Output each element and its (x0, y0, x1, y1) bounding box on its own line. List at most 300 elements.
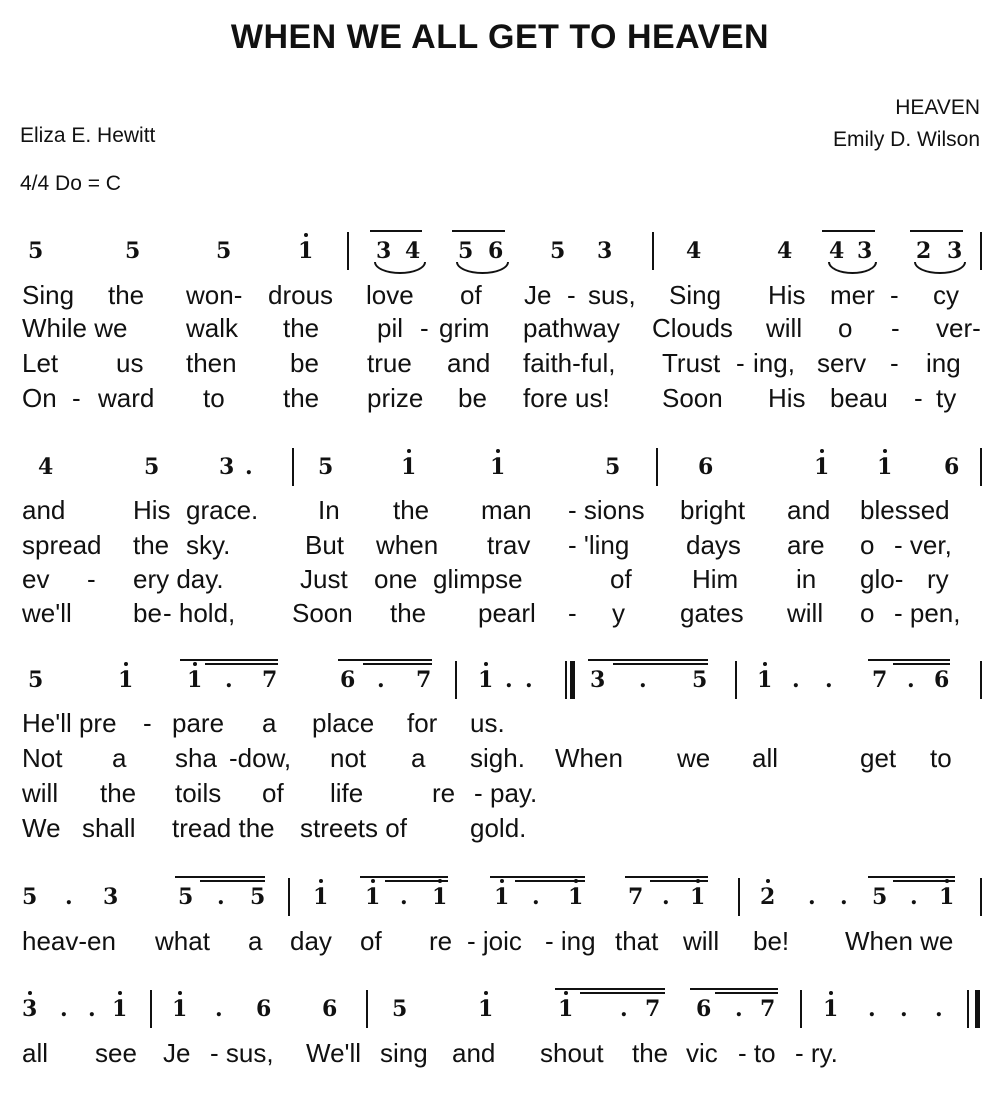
barline (967, 990, 969, 1028)
duration-dot: . (907, 667, 915, 693)
beam-line (715, 992, 778, 994)
lyric-syllable: Him (692, 564, 739, 594)
duration-dot: . (808, 884, 816, 910)
lyric-syllable: ev (22, 564, 50, 594)
lyric-syllable: beau (830, 383, 888, 413)
lyric-syllable: we'll (22, 598, 72, 628)
lyric-syllable: - (143, 708, 152, 738)
barline (656, 448, 658, 486)
lyric-syllable: and (447, 348, 491, 378)
lyric-syllable: be (290, 348, 319, 378)
lyric-syllable: - (72, 383, 81, 413)
lyric-syllable: and (452, 1038, 496, 1068)
lyric-syllable: sha (175, 743, 217, 773)
lyric-syllable: be (458, 383, 487, 413)
beam-line (555, 988, 665, 990)
note-numeral: 5 (318, 454, 334, 480)
note-numeral: 1 (757, 667, 773, 693)
note-numeral: 1 (313, 884, 329, 910)
beam-line (625, 876, 708, 878)
lyric-syllable: We (22, 813, 61, 843)
lyric-syllable: sky. (186, 530, 231, 560)
note-numeral: 1 (823, 996, 839, 1022)
lyric-syllable: - joic (467, 926, 522, 956)
duration-dot: . (792, 667, 800, 693)
lyric-syllable: - ver, (894, 530, 952, 560)
lyric-syllable: won- (186, 280, 243, 310)
lyric-syllable: Trust (662, 348, 721, 378)
lyric-syllable: pil (377, 313, 404, 343)
lyric-syllable: Je (524, 280, 552, 310)
note-numeral: 6 (696, 996, 712, 1022)
lyric-syllable: a (262, 708, 277, 738)
lyric-syllable: - (736, 348, 745, 378)
note-numeral: 5 (144, 454, 160, 480)
lyric-syllable: in (796, 564, 817, 594)
lyric-syllable: prize (367, 383, 424, 413)
lyric-syllable: His (133, 495, 171, 525)
octave-dot (820, 449, 824, 453)
lyric-syllable: then (186, 348, 237, 378)
lyricist-name: Eliza E. Hewitt (20, 124, 156, 147)
note-numeral: 5 (22, 884, 38, 910)
note-numeral: 1 (112, 996, 128, 1022)
duration-dot: . (215, 996, 223, 1022)
note-numeral: 1 (478, 667, 494, 693)
lyric-syllable: mer (830, 280, 875, 310)
note-numeral: 6 (698, 454, 714, 480)
lyric-syllable: Sing (669, 280, 722, 310)
note-numeral: 5 (872, 884, 888, 910)
lyric-syllable: of (262, 778, 284, 808)
lyric-syllable: Let (22, 348, 59, 378)
note-numeral: 7 (872, 667, 888, 693)
note-numeral: 7 (628, 884, 644, 910)
lyric-syllable: the (393, 495, 430, 525)
lyric-syllable: - pen, (894, 598, 961, 628)
note-numeral: 5 (605, 454, 621, 480)
lyric-syllable: o (838, 313, 853, 343)
lyric-syllable: heav-en (22, 926, 116, 956)
octave-dot (178, 991, 182, 995)
beam-line (385, 880, 448, 882)
final-barline (975, 990, 980, 1028)
lyric-syllable: to (203, 383, 225, 413)
note-numeral: 7 (645, 996, 661, 1022)
lyric-syllable: Je (163, 1038, 191, 1068)
beam-line (363, 663, 432, 665)
lyric-syllable: ing (926, 348, 961, 378)
lyric-syllable: glimpse (433, 564, 523, 594)
lyric-syllable: us (116, 348, 144, 378)
octave-dot (319, 879, 323, 883)
lyric-syllable: faith-ful, (523, 348, 616, 378)
barline (980, 232, 982, 270)
lyric-syllable: - (87, 564, 96, 594)
note-numeral: 3 (590, 667, 606, 693)
octave-dot (124, 662, 128, 666)
lyric-syllable: day (290, 926, 332, 956)
lyric-syllable: - ing (545, 926, 596, 956)
lyric-syllable: tread the (172, 813, 275, 843)
lyric-syllable: true (367, 348, 412, 378)
duration-dot: . (825, 667, 833, 693)
lyric-syllable: not (330, 743, 367, 773)
lyric-syllable: blessed (860, 495, 950, 525)
note-numeral: 1 (365, 884, 381, 910)
note-numeral: 6 (944, 454, 960, 480)
note-numeral: 2 (760, 884, 776, 910)
duration-dot: . (377, 667, 385, 693)
lyric-syllable: gates (680, 598, 744, 628)
note-numeral: 3 (376, 238, 392, 264)
lyric-syllable: ver- (936, 313, 981, 343)
duration-dot: . (525, 667, 533, 693)
lyric-syllable: vic (686, 1038, 718, 1068)
beam-line (822, 230, 875, 232)
note-numeral: 4 (38, 454, 54, 480)
note-numeral: 1 (432, 884, 448, 910)
lyric-syllable: On (22, 383, 57, 413)
lyric-syllable: sus, (588, 280, 636, 310)
note-numeral: 4 (777, 238, 793, 264)
lyric-syllable: we (677, 743, 711, 773)
barline (738, 878, 740, 916)
lyric-syllable: - (474, 778, 483, 808)
duration-dot: . (910, 884, 918, 910)
beam-line (200, 880, 265, 882)
lyric-syllable: ty (936, 383, 957, 413)
lyric-syllable: - sions (568, 495, 645, 525)
lyric-syllable: see (95, 1038, 137, 1068)
lyric-syllable: - (568, 598, 577, 628)
octave-dot (766, 879, 770, 883)
lyric-syllable: - 'ling (568, 530, 630, 560)
octave-dot (484, 991, 488, 995)
lyric-syllable: us. (470, 708, 505, 738)
lyric-syllable: In (318, 495, 340, 525)
duration-dot: . (225, 667, 233, 693)
note-numeral: 3 (103, 884, 119, 910)
note-numeral: 3 (947, 238, 963, 264)
lyric-syllable: bright (680, 495, 746, 525)
lyric-syllable: all (22, 1038, 49, 1068)
note-numeral: 7 (262, 667, 278, 693)
lyric-syllable: walk (186, 313, 239, 343)
lyric-syllable: of (460, 280, 482, 310)
octave-dot (28, 991, 32, 995)
note-numeral: 1 (478, 996, 494, 1022)
lyric-syllable: cy (933, 280, 959, 310)
lyric-syllable: But (305, 530, 345, 560)
octave-dot (763, 662, 767, 666)
note-numeral: 1 (172, 996, 188, 1022)
lyric-syllable: when (376, 530, 439, 560)
note-numeral: 1 (814, 454, 830, 480)
note-numeral: 5 (28, 238, 44, 264)
beam-line (893, 880, 955, 882)
lyric-syllable: love (366, 280, 414, 310)
lyric-syllable: Not (22, 743, 63, 773)
lyric-syllable: be! (753, 926, 790, 956)
note-numeral: 3 (597, 238, 613, 264)
note-numeral: 1 (494, 884, 510, 910)
lyric-syllable: for (407, 708, 438, 738)
barline (292, 448, 294, 486)
beam-line (650, 880, 708, 882)
barline (800, 990, 802, 1028)
duration-dot: . (620, 996, 628, 1022)
lyric-syllable: shout (540, 1038, 604, 1068)
note-numeral: 6 (256, 996, 272, 1022)
note-numeral: 1 (939, 884, 955, 910)
lyric-syllable: trav (487, 530, 531, 560)
note-numeral: 4 (686, 238, 702, 264)
octave-dot (193, 662, 197, 666)
duration-dot: . (400, 884, 408, 910)
lyric-syllable: re (429, 926, 453, 956)
lyric-syllable: the (632, 1038, 669, 1068)
lyric-syllable: o (860, 530, 875, 560)
lyric-syllable: that (615, 926, 659, 956)
lyric-syllable: He'll pre (22, 708, 117, 738)
lyric-syllable: - (914, 383, 923, 413)
duration-dot: . (900, 996, 908, 1022)
lyric-syllable: are (787, 530, 825, 560)
beam-line (910, 230, 963, 232)
lyric-syllable: Soon (292, 598, 353, 628)
lyric-syllable: serv (817, 348, 867, 378)
lyric-syllable: the (283, 313, 320, 343)
lyric-syllable: man (481, 495, 532, 525)
duration-dot: . (245, 454, 253, 480)
barline (735, 661, 737, 699)
barline (980, 661, 982, 699)
note-numeral: 1 (187, 667, 203, 693)
beam-line (515, 880, 585, 882)
lyric-syllable: Clouds (652, 313, 733, 343)
lyric-syllable: will (22, 778, 59, 808)
lyric-syllable: be (133, 598, 162, 628)
beam-line (868, 876, 955, 878)
note-numeral: 1 (298, 238, 314, 264)
duration-dot: . (217, 884, 225, 910)
lyric-syllable: ry (927, 564, 949, 594)
lyric-syllable: to (930, 743, 952, 773)
lyric-syllable: We'll (306, 1038, 362, 1068)
tune-name: HEAVEN (895, 96, 980, 119)
lyric-syllable: pathway (523, 313, 620, 343)
lyric-syllable: - ry. (795, 1038, 838, 1068)
lyric-syllable: a (411, 743, 426, 773)
lyric-syllable: will (683, 926, 720, 956)
barline (652, 232, 654, 270)
lyric-syllable: - to (738, 1038, 776, 1068)
duration-dot: . (840, 884, 848, 910)
duration-dot: . (868, 996, 876, 1022)
lyric-syllable: Sing (22, 280, 75, 310)
note-numeral: 1 (568, 884, 584, 910)
lyric-syllable: spread (22, 530, 102, 560)
beam-line (175, 876, 265, 878)
barline (980, 448, 982, 486)
slur-arc (374, 262, 426, 274)
lyric-syllable: re (432, 778, 456, 808)
barline (288, 878, 290, 916)
note-numeral: 3 (857, 238, 873, 264)
lyric-syllable: shall (82, 813, 136, 843)
beam-line (893, 663, 950, 665)
note-numeral: 4 (829, 238, 845, 264)
octave-dot (304, 233, 308, 237)
octave-dot (883, 449, 887, 453)
duration-dot: . (505, 667, 513, 693)
final-barline (570, 661, 575, 699)
octave-dot (407, 449, 411, 453)
lyric-syllable: pay. (490, 778, 538, 808)
note-numeral: 7 (760, 996, 776, 1022)
lyric-syllable: will (787, 598, 824, 628)
note-numeral: 6 (488, 238, 504, 264)
note-numeral: 1 (118, 667, 134, 693)
octave-dot (118, 991, 122, 995)
note-numeral: 5 (458, 238, 474, 264)
lyric-syllable: one (374, 564, 418, 594)
hymn-title: WHEN WE ALL GET TO HEAVEN (230, 18, 770, 56)
slur-arc (914, 262, 966, 274)
beam-line (205, 663, 278, 665)
duration-dot: . (735, 996, 743, 1022)
lyric-syllable: gold. (470, 813, 527, 843)
lyric-syllable: life (330, 778, 364, 808)
barline (455, 661, 457, 699)
duration-dot: . (532, 884, 540, 910)
lyric-syllable: a (112, 743, 127, 773)
lyric-syllable: ward (98, 383, 155, 413)
lyric-syllable: ery day. (133, 564, 224, 594)
lyric-syllable: streets of (300, 813, 407, 843)
lyric-syllable: - (890, 280, 899, 310)
note-numeral: 3 (22, 996, 38, 1022)
time-key-signature: 4/4 Do = C (20, 172, 121, 195)
octave-dot (564, 991, 568, 995)
lyric-syllable: days (686, 530, 741, 560)
lyric-syllable: When we (845, 926, 954, 956)
lyric-syllable: will (766, 313, 803, 343)
barline (366, 990, 368, 1028)
note-numeral: 5 (550, 238, 566, 264)
lyric-syllable: pare (172, 708, 225, 738)
duration-dot: . (65, 884, 73, 910)
lyric-syllable: what (155, 926, 210, 956)
note-numeral: 6 (934, 667, 950, 693)
octave-dot (500, 879, 504, 883)
beam-line (613, 663, 708, 665)
barline (565, 661, 567, 699)
lyric-syllable: place (312, 708, 375, 738)
lyric-syllable: glo- (860, 564, 904, 594)
note-numeral: 5 (178, 884, 194, 910)
lyric-syllable: drous (268, 280, 334, 310)
beam-line (180, 659, 278, 661)
lyric-syllable: ing, (753, 348, 795, 378)
lyric-syllable: - sus, (210, 1038, 274, 1068)
note-numeral: 4 (405, 238, 421, 264)
octave-dot (496, 449, 500, 453)
duration-dot: . (639, 667, 647, 693)
note-numeral: 1 (690, 884, 706, 910)
lyric-syllable: all (752, 743, 779, 773)
beam-line (360, 876, 448, 878)
lyric-syllable: and (22, 495, 66, 525)
lyric-syllable: -dow, (229, 743, 292, 773)
lyric-syllable: of (360, 926, 382, 956)
note-numeral: 2 (916, 238, 932, 264)
note-numeral: 5 (28, 667, 44, 693)
lyric-syllable: sing (380, 1038, 428, 1068)
duration-dot: . (662, 884, 670, 910)
lyric-syllable: Soon (662, 383, 723, 413)
lyric-syllable: and (787, 495, 831, 525)
duration-dot: . (935, 996, 943, 1022)
barline (347, 232, 349, 270)
note-numeral: 1 (877, 454, 893, 480)
lyric-syllable: - (567, 280, 576, 310)
beam-line (588, 659, 708, 661)
lyric-syllable: - hold, (163, 598, 236, 628)
lyric-syllable: While we (22, 313, 128, 343)
lyric-syllable: - (890, 348, 899, 378)
octave-dot (829, 991, 833, 995)
lyric-syllable: the (133, 530, 170, 560)
lyric-syllable: His (768, 383, 806, 413)
lyric-syllable: the (283, 383, 320, 413)
lyric-syllable: the (100, 778, 137, 808)
note-numeral: 1 (558, 996, 574, 1022)
lyric-syllable: the (108, 280, 145, 310)
duration-dot: . (88, 996, 96, 1022)
lyric-syllable: fore us! (523, 383, 610, 413)
beam-line (580, 992, 665, 994)
note-numeral: 1 (401, 454, 417, 480)
beam-line (370, 230, 422, 232)
note-numeral: 5 (216, 238, 232, 264)
lyric-syllable: - (891, 313, 900, 343)
lyric-syllable: Just (300, 564, 348, 594)
lyric-syllable: His (768, 280, 806, 310)
barline (980, 878, 982, 916)
lyric-syllable: of (610, 564, 632, 594)
lyric-syllable: sigh. (470, 743, 525, 773)
barline (150, 990, 152, 1028)
lyric-syllable: toils (175, 778, 222, 808)
note-numeral: 5 (250, 884, 266, 910)
lyric-syllable: When (555, 743, 623, 773)
composer-name: Emily D. Wilson (832, 128, 980, 151)
note-numeral: 6 (322, 996, 338, 1022)
lyric-syllable: pearl (478, 598, 536, 628)
lyric-syllable: get (860, 743, 897, 773)
lyric-syllable: grace. (186, 495, 259, 525)
beam-line (868, 659, 950, 661)
beam-line (452, 230, 505, 232)
note-numeral: 3 (219, 454, 235, 480)
note-numeral: 6 (340, 667, 356, 693)
note-numeral: 1 (490, 454, 506, 480)
beam-line (690, 988, 778, 990)
note-numeral: 5 (125, 238, 141, 264)
slur-arc (828, 262, 877, 274)
